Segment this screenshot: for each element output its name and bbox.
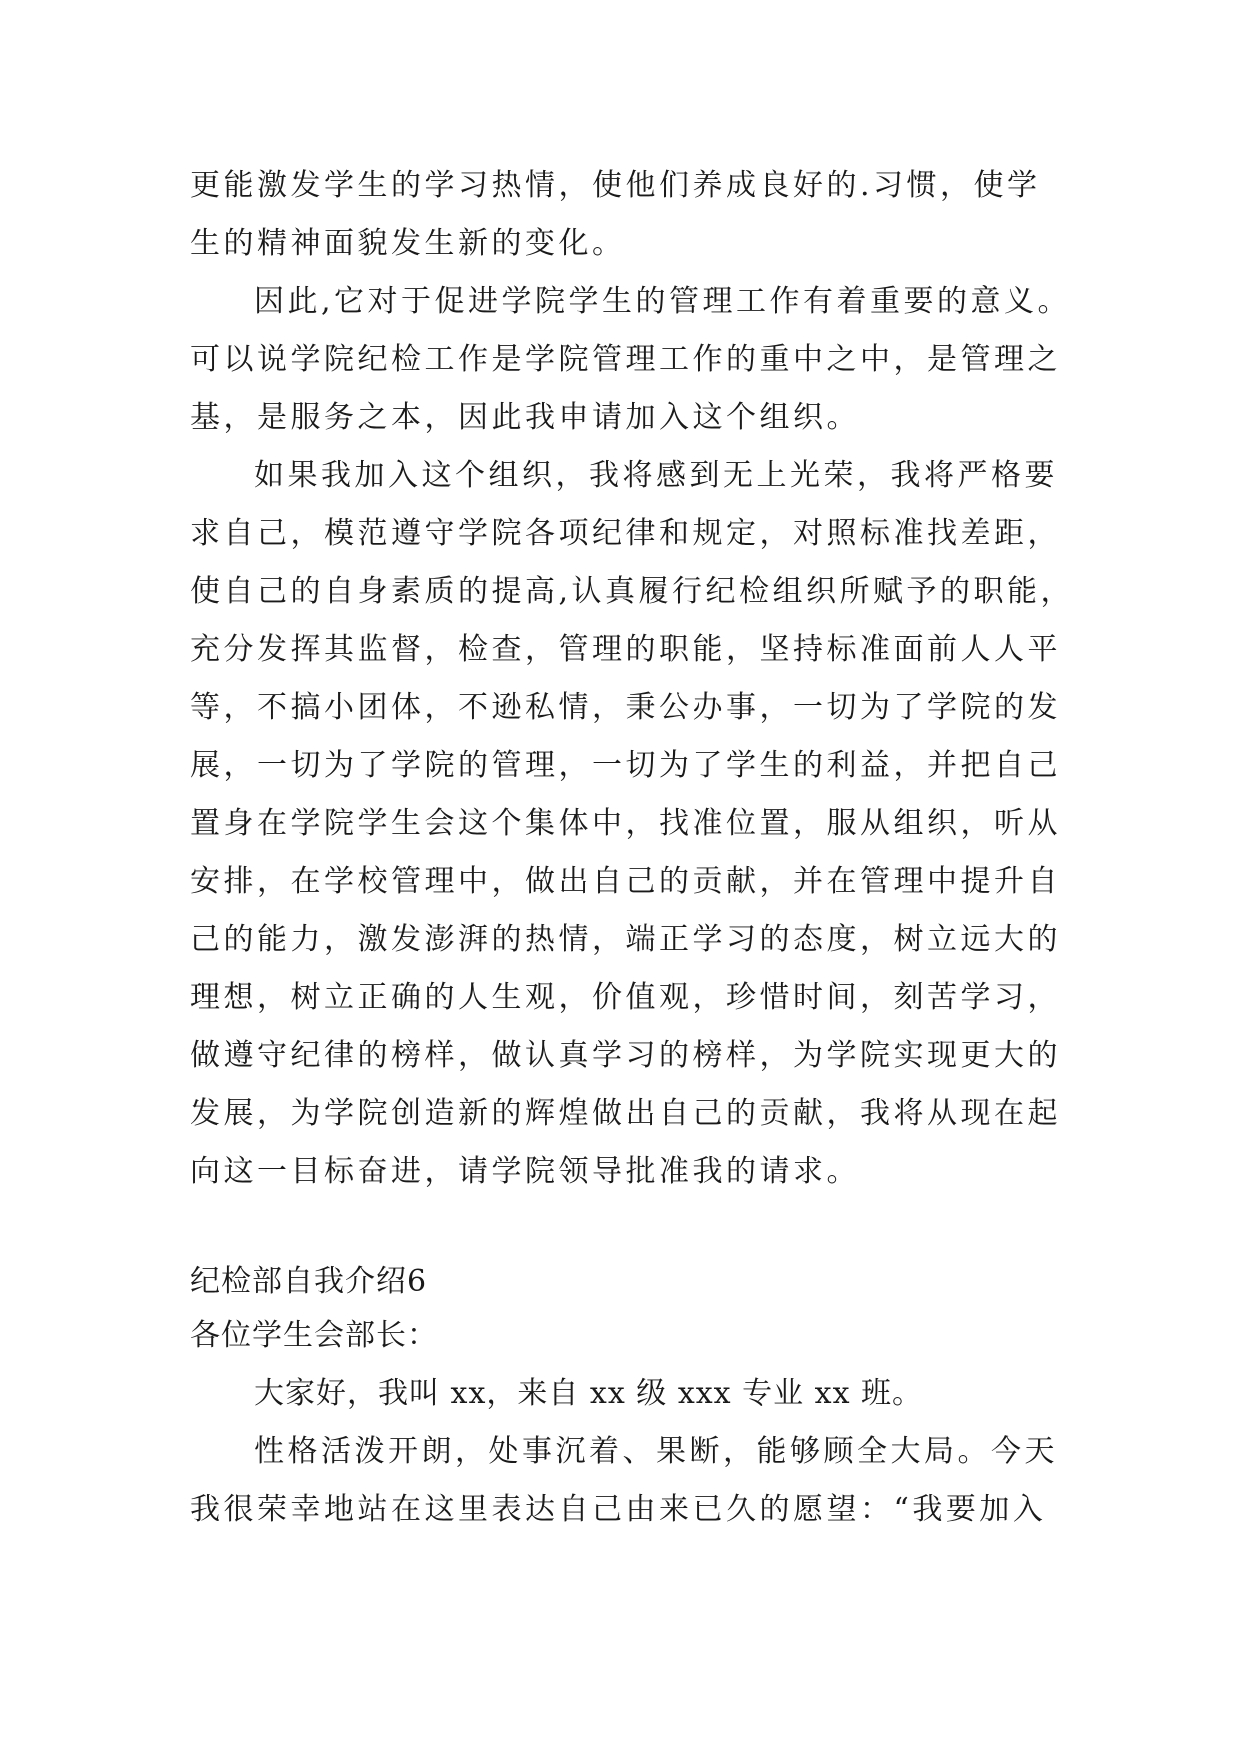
text-line: 安排，在学校管理中，做出自己的贡献，并在管理中提升自 — [190, 864, 1061, 899]
text-line: 更能激发学生的学习热情，使他们养成良好的.习惯，使学 — [190, 168, 1041, 203]
text-line: 使自己的自身素质的提高,认真履行纪检组织所赋予的职能， — [190, 574, 1075, 609]
text-line: 理想，树立正确的人生观，价值观，珍惜时间，刻苦学习， — [190, 980, 1061, 1015]
text-line: 生的精神面貌发生新的变化。 — [190, 226, 626, 261]
salutation: 各位学生会部长： — [190, 1318, 438, 1353]
text-line: 求自己，模范遵守学院各项纪律和规定，对照标准找差距， — [190, 516, 1061, 551]
text-line: 向这一目标奋进，请学院领导批准我的请求。 — [190, 1154, 860, 1189]
text-line: 等，不搞小团体，不逊私情，秉公办事，一切为了学院的发 — [190, 690, 1061, 725]
text-line: 展，一切为了学院的管理，一切为了学生的利益，并把自己 — [190, 748, 1061, 783]
text-line: 因此,它对于促进学院学生的管理工作有着重要的意义。 — [254, 284, 1072, 319]
text-line: 做遵守纪律的榜样，做认真学习的榜样，为学院实现更大的 — [190, 1038, 1061, 1073]
text-line: 我很荣幸地站在这里表达自己由来已久的愿望：“我要加入 — [190, 1492, 1047, 1527]
text-line: 己的能力，激发澎湃的热情，端正学习的态度，树立远大的 — [190, 922, 1061, 957]
text-line: 充分发挥其监督，检查，管理的职能，坚持标准面前人人平 — [190, 632, 1061, 667]
section-title: 纪检部自我介绍6 — [190, 1264, 428, 1299]
text-line: 如果我加入这个组织，我将感到无上光荣，我将严格要 — [254, 458, 1058, 493]
intro-line: 大家好，我叫 xx，来自 xx 级 xxx 专业 xx 班。 — [254, 1376, 924, 1411]
text-line: 性格活泼开朗，处事沉着、果断，能够顾全大局。今天 — [254, 1434, 1058, 1469]
text-line: 可以说学院纪检工作是学院管理工作的重中之中，是管理之 — [190, 342, 1061, 377]
text-line: 发展，为学院创造新的辉煌做出自己的贡献，我将从现在起 — [190, 1096, 1061, 1131]
text-line: 置身在学院学生会这个集体中，找准位置，服从组织，听从 — [190, 806, 1061, 841]
text-line: 基，是服务之本，因此我申请加入这个组织。 — [190, 400, 860, 435]
